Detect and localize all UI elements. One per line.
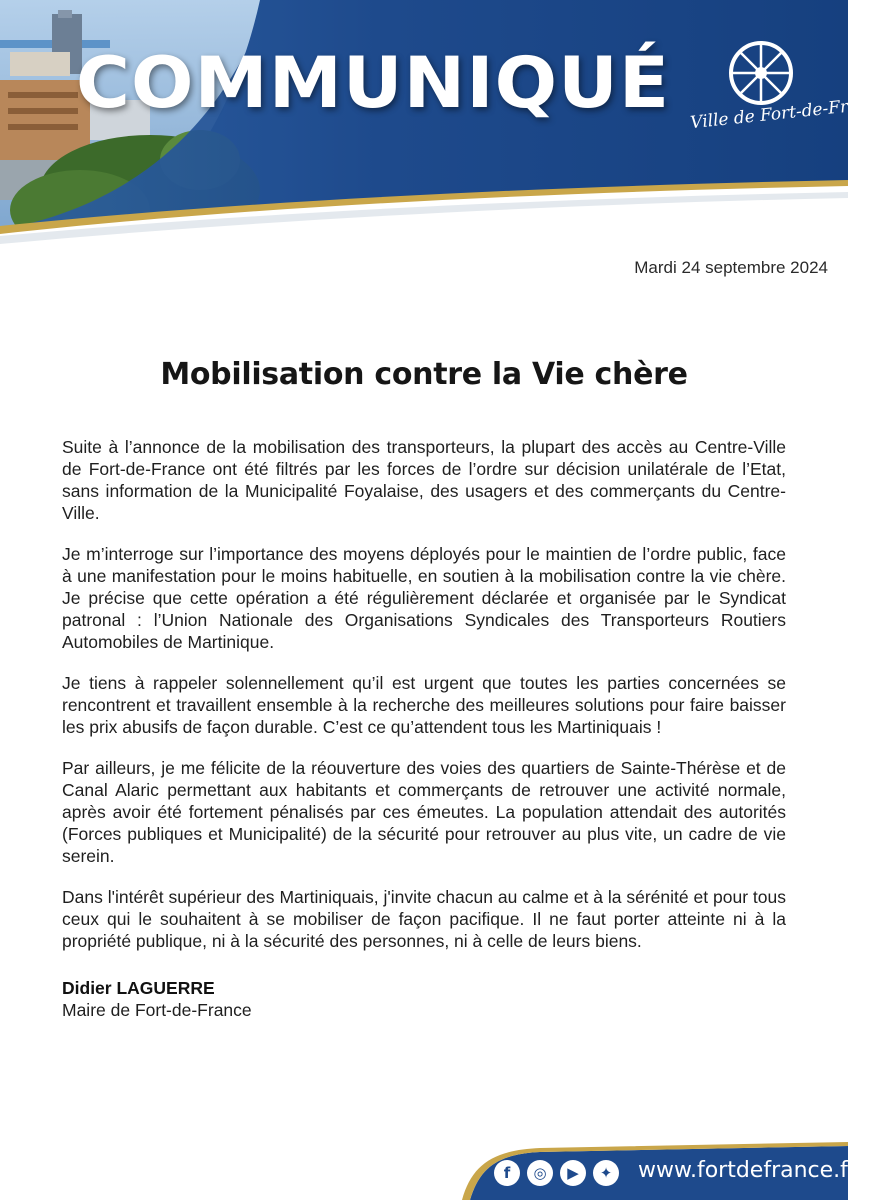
footer [0, 1146, 857, 1200]
paragraph: Je m’interroge sur l’importance des moyens déployés pour le maintien de l’ordre public, face à une manifestation pour le moins habituelle, en soutien à la mobilisation contre la vie chère. Je précise que cette opération a été régulièrement déclarée et organisée par le Syndicat patronal : l’Union Nationale des Organisations Syndicales des Transporteurs Routiers Automobiles de Martinique. [62, 544, 786, 652]
document-headline: Mobilisation contre la Vie chère [160, 357, 688, 392]
youtube-icon[interactable]: ▶ [560, 1160, 586, 1186]
twitter-icon[interactable]: ✦ [593, 1160, 619, 1186]
signatory-role: Maire de Fort-de-France [62, 1000, 252, 1020]
website-link[interactable]: www.fortdefrance.fr [638, 1158, 857, 1183]
signatory-name: Didier LAGUERRE [62, 978, 215, 998]
header-banner [0, 0, 890, 250]
paragraph: Je tiens à rappeler solennellement qu’il est urgent que toutes les parties concernées se rencontrent et travaillent ensemble à la recherche des meilleures solutions pour faire baisser les prix abusifs de façon durable. C’est ce qu’attendent tous les Martiniquais ! [62, 673, 786, 737]
social-links [494, 1160, 619, 1186]
signature-block [62, 977, 252, 1021]
facebook-icon[interactable]: f [494, 1160, 520, 1186]
city-logo-icon [726, 38, 796, 108]
paragraph: Par ailleurs, je me félicite de la réouverture des voies des quartiers de Sainte-Thérèse et de Canal Alaric permettant aux habitants et commerçants de retrouver une activité normale, après avoir été fortement pénalisés par ces émeutes. La population attendait des autorités (Forces publiques et Municipalité) de la sécurité pour retrouver au plus vite, un cadre de vie serein. [62, 758, 786, 866]
header-title: COMMUNIQUÉ [76, 42, 671, 124]
paragraph: Dans l'intérêt supérieur des Martiniquais, j'invite chacun au calme et à la sérénité et pour tous ceux qui le souhaitent à se mobiliser de façon pacifique. Il ne faut porter atteinte ni à la propriété publique, ni à la sécurité des personnes, ni à celle de leurs biens. [62, 887, 786, 951]
document-body [62, 436, 786, 971]
document-date: Mardi 24 septembre 2024 [634, 258, 828, 277]
instagram-icon[interactable]: ◎ [527, 1160, 553, 1186]
paragraph: Suite à l’annonce de la mobilisation des transporteurs, la plupart des accès au Centre-Ville de Fort-de-France ont été filtrés par les forces de l’ordre sur décision unilatérale de l’Etat, sans information de la Municipalité Foyalaise, des usagers et des commerçants du Centre-Ville. [62, 437, 786, 523]
logo-signature: Ville de Fort-de-France [689, 92, 890, 134]
